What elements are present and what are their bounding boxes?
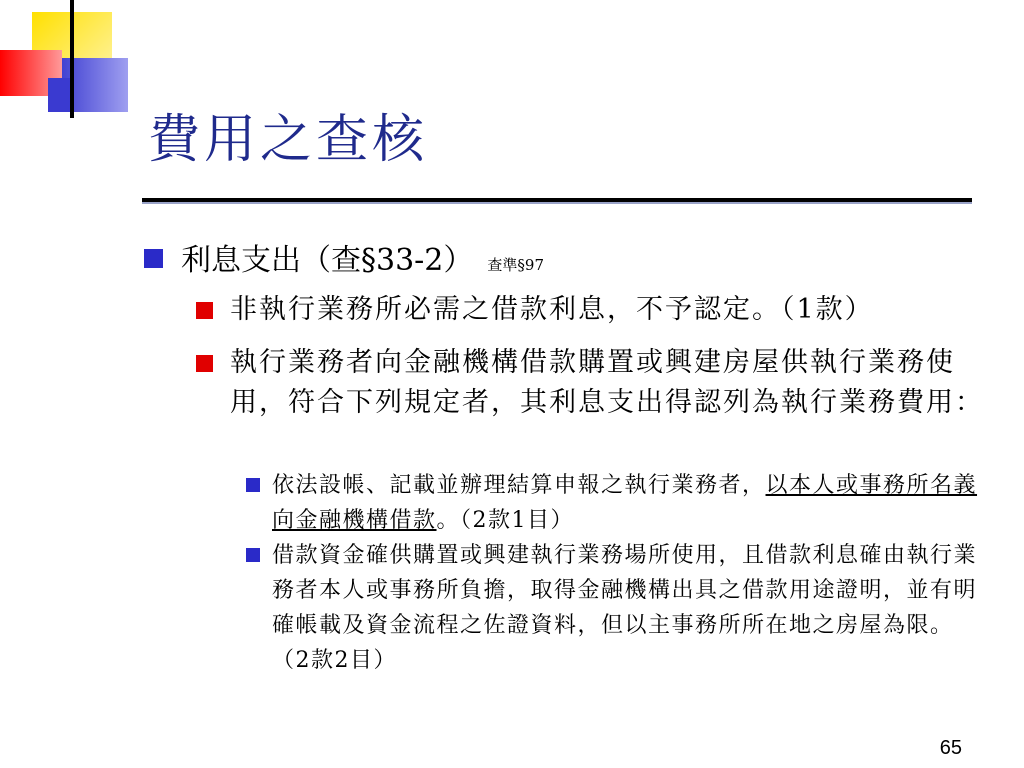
bullet-level3-text: 借款資金確供購置或興建執行業務場所使用，且借款利息確由執行業務者本人或事務所負擔，取得金融機構出具之借款用途證明，並有明確帳載及資金流程之佐證資料，但以主事務所所在地之房屋為限。 （2款2目） [272, 543, 978, 673]
page-number: 65 [939, 737, 962, 759]
bullet-level2-item-2 [196, 343, 986, 423]
bullet-level3-text-after: 。（2款1目） [436, 508, 575, 533]
title-divider-shadow [142, 202, 972, 204]
square-bullet-icon [246, 478, 260, 492]
bullet-level2-item-1 [196, 290, 986, 330]
bullet-level2-text: 非執行業務所必需之借款利息，不予認定。（1款） [230, 294, 874, 325]
bullet-level3-text-underlined: 以本人或事務所名義向金融機構借款 [272, 473, 978, 533]
square-bullet-icon [246, 548, 260, 562]
bullet-level1-text: 利息支出（查§33-2） [181, 243, 474, 278]
bullet-level3-text [272, 468, 990, 538]
decor-vertical-line [70, 0, 74, 118]
square-bullet-icon [196, 355, 213, 372]
square-bullet-icon [196, 302, 213, 319]
bullet-level2-text: 執行業務者向金融機構借款購置或興建房屋供執行業務使用，符合下列規定者，其利息支出得認列為執行業務費用： [230, 347, 984, 418]
bullet-level3-item-2 [246, 538, 990, 678]
square-bullet-icon [144, 249, 163, 268]
slide-title: 費用之查核 [148, 110, 429, 170]
decor-blue-bar [48, 78, 70, 112]
bullet-level3-item-1 [246, 468, 990, 538]
bullet-level3-text-before: 依法設帳、記載並辦理結算申報之執行業務者， [272, 473, 766, 498]
bullet-level1-note: 查準§97 [487, 256, 544, 274]
bullet-level1-interest-expense [144, 238, 984, 288]
